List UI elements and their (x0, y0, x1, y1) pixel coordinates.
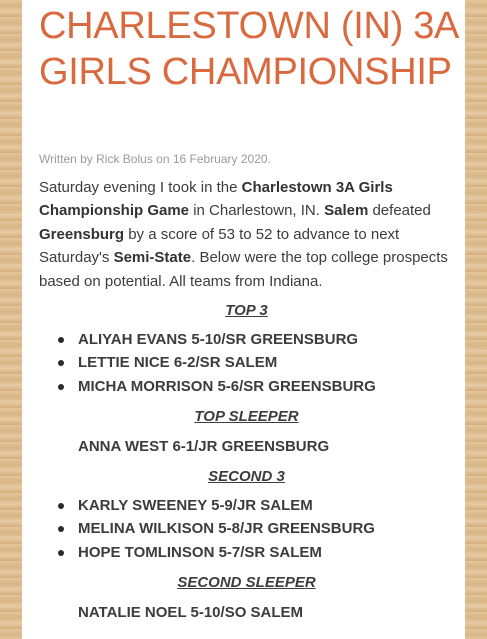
player-top-sleeper: ANNA WEST 6-1/JR GREENSBURG (78, 438, 330, 455)
article-intro (39, 176, 454, 293)
list-item (39, 494, 375, 517)
list-item (39, 351, 376, 374)
player-name: MELINA WILKISON 5-8/JR GREENSBURG (78, 520, 375, 538)
intro-bold-semi-state: Semi-State (113, 249, 192, 267)
article-card (22, 0, 465, 639)
list-top-3 (39, 328, 376, 398)
player-name: HOPE TOMLINSON 5-7/SR SALEM (78, 543, 322, 561)
bullet-icon (58, 550, 64, 556)
player-second-sleeper: NATALIE NOEL 5-10/SO SALEM (78, 604, 304, 621)
bullet-icon (58, 503, 64, 509)
player-name: LETTIE NICE 6-2/SR SALEM (78, 354, 278, 372)
heading-second-3: SECOND 3 (208, 468, 285, 485)
intro-text-4: by a score of 53 to 52 to advance to next Saturday's (39, 225, 400, 267)
intro-bold-greensburg: Greensburg (39, 225, 125, 243)
list-second-3 (39, 494, 375, 564)
intro-text-3: defeated (368, 202, 431, 220)
list-item (39, 541, 375, 564)
bullet-icon (58, 526, 64, 532)
intro-text-5: . Below were the top college prospects based on potential. All teams from Indiana. (39, 249, 448, 290)
list-item (39, 517, 375, 540)
bullet-icon (58, 384, 64, 390)
player-name: MICHA MORRISON 5-6/SR GREENSBURG (78, 377, 376, 395)
list-item (39, 328, 376, 351)
intro-text-2: in Charlestown, IN. (189, 202, 325, 220)
heading-second-sleeper: SECOND SLEEPER (177, 574, 316, 591)
article-title: CHARLESTOWN (IN) 3A GIRLS CHAMPIONSHIP (39, 5, 457, 93)
intro-bold-game: Charlestown 3A Girls Championship Game (39, 179, 393, 220)
intro-bold-salem: Salem (324, 202, 369, 220)
wood-background-left (0, 0, 22, 639)
article-byline: Written by Rick Bolus on 16 February 2020. (39, 152, 271, 166)
bullet-icon (58, 337, 64, 343)
heading-top-sleeper: TOP SLEEPER (194, 408, 299, 425)
intro-text-1: Saturday evening I took in the (39, 179, 242, 196)
list-item (39, 375, 376, 398)
player-name: ALIYAH EVANS 5-10/SR GREENSBURG (78, 331, 359, 348)
wood-background-right (465, 0, 487, 639)
heading-top-3: TOP 3 (225, 302, 268, 319)
player-name: KARLY SWEENEY 5-9/JR SALEM (78, 497, 313, 514)
bullet-icon (58, 360, 64, 366)
